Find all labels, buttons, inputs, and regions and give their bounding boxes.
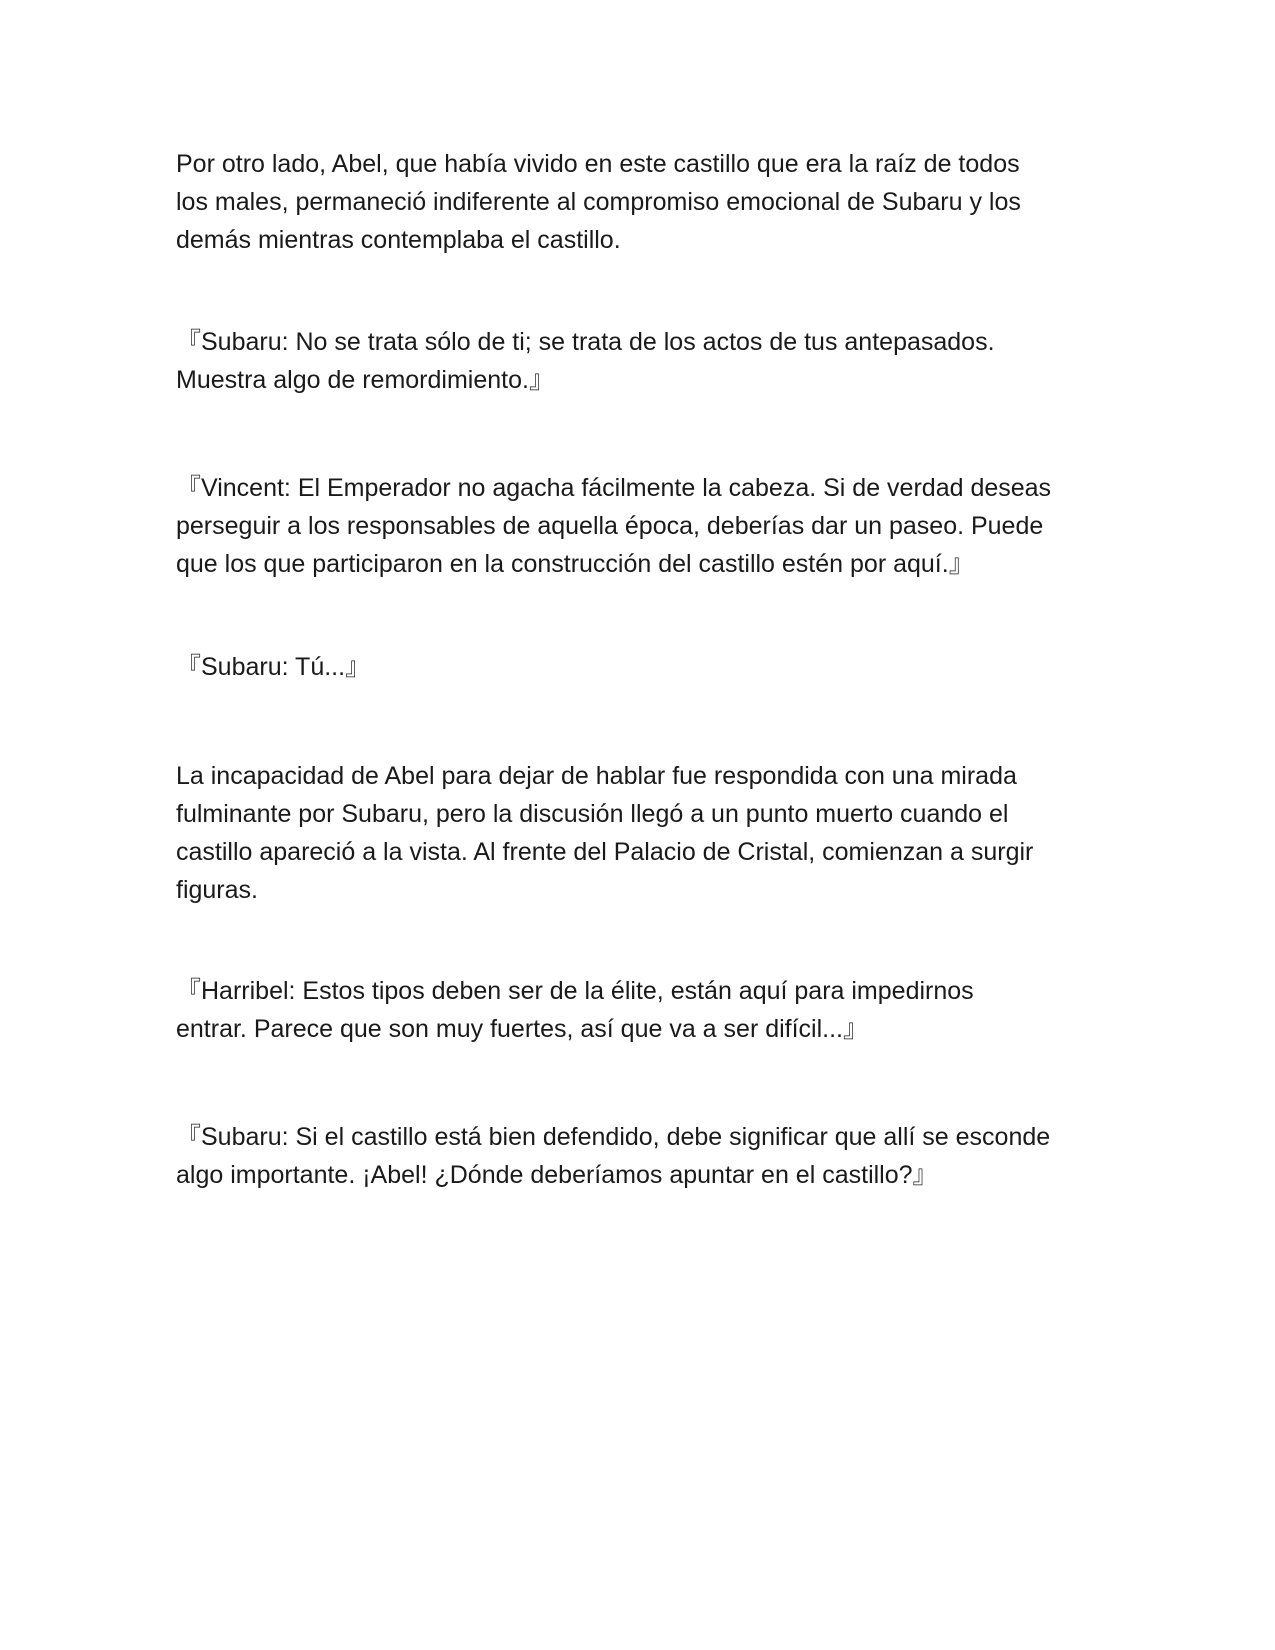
- text-line: 『Vincent: El Emperador no agacha fácilmente la cabeza. Si de verdad deseas: [176, 474, 1052, 502]
- dialogue-subaru-3: [176, 1118, 1111, 1194]
- text-line: fulminante por Subaru, pero la discusión llegó a un punto muerto cuando el: [176, 800, 1009, 828]
- dialogue-subaru-1: [176, 323, 1111, 399]
- dialogue-harribel: [176, 972, 1111, 1048]
- text-line: La incapacidad de Abel para dejar de hablar fue respondida con una mirada: [176, 762, 1017, 790]
- narration-paragraph-2: [176, 757, 1111, 909]
- text-line: 『Harribel: Estos tipos deben ser de la élite, están aquí para impedirnos: [176, 977, 974, 1005]
- text-line: 『Subaru: Tú...』: [176, 653, 371, 681]
- text-line: los males, permaneció indiferente al compromiso emocional de Subaru y los: [176, 188, 1021, 216]
- dialogue-vincent: [176, 469, 1111, 583]
- dialogue-subaru-2: [176, 648, 1111, 686]
- text-line: entrar. Parece que son muy fuertes, así que va a ser difícil...』: [176, 1015, 869, 1043]
- text-line: figuras.: [176, 876, 258, 904]
- text-line: 『Subaru: Si el castillo está bien defendido, debe significar que allí se esconde: [176, 1123, 1051, 1151]
- text-line: castillo apareció a la vista. Al frente del Palacio de Cristal, comienzan a surgir: [176, 838, 1034, 866]
- text-line: demás mientras contemplaba el castillo.: [176, 226, 621, 254]
- text-line: Muestra algo de remordimiento.』: [176, 366, 554, 394]
- text-line: perseguir a los responsables de aquella época, deberías dar un paseo. Puede: [176, 512, 1044, 540]
- text-line: algo importante. ¡Abel! ¿Dónde deberíamos apuntar en el castillo?』: [176, 1161, 938, 1189]
- narration-paragraph-1: [176, 145, 1111, 259]
- text-line: Por otro lado, Abel, que había vivido en este castillo que era la raíz de todos: [176, 150, 1020, 178]
- text-line: 『Subaru: No se trata sólo de ti; se trata de los actos de tus antepasados.: [176, 328, 995, 356]
- text-line: que los que participaron en la construcción del castillo estén por aquí.』: [176, 550, 974, 578]
